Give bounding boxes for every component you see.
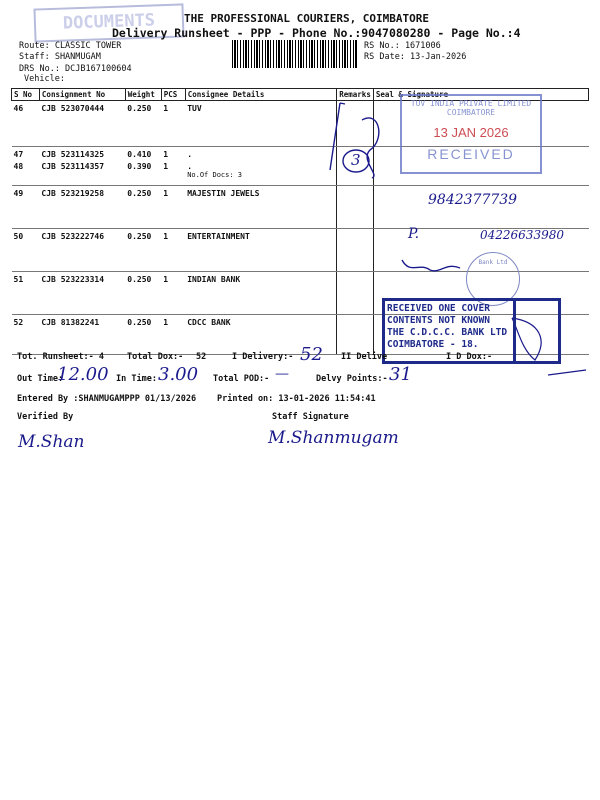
- verified-by-label: Verified By: [17, 412, 74, 422]
- docs-count: No.Of Docs: 3: [187, 171, 242, 179]
- delvy-points-label: Delvy Points:-: [316, 374, 388, 384]
- cell-consignee: .: [187, 150, 193, 159]
- cell-consignee: TUV: [185, 101, 337, 147]
- total-pod-hand: —: [275, 366, 289, 382]
- col-seal: Seal & Signature: [373, 89, 588, 101]
- cell-consignee: CDCC BANK: [185, 314, 337, 354]
- cell-pcs: 1: [161, 314, 185, 354]
- route: Route: CLASSIC TOWER: [19, 41, 122, 51]
- col-sno: S No: [12, 89, 40, 101]
- count-circle-number: 3: [351, 151, 361, 169]
- consignee-name: .: [187, 162, 193, 171]
- staff: Staff: SHANMUGAM: [19, 52, 101, 62]
- company-name: THE PROFESSIONAL COURIERS, COIMBATORE: [184, 12, 430, 25]
- cell-sno: 50: [12, 228, 40, 271]
- in-time-hand: 3.00: [158, 364, 199, 385]
- bank-stamp-line: COIMBATORE - 18.: [387, 339, 479, 350]
- cell-sno: 49: [12, 185, 40, 228]
- total-dox-label: Total Dox:-: [127, 352, 184, 362]
- cell-consignment: CJB 523070444: [39, 101, 125, 147]
- drs-number: DRS No.: DCJB167100604: [19, 64, 132, 74]
- tuv-stamp-line: COIMBATORE: [446, 108, 496, 117]
- runsheet-title: Delivery Runsheet - PPP - Phone No.:9047080280 - Page No.:4: [112, 26, 521, 40]
- cell-sno: 52: [12, 314, 40, 354]
- cell-weight: 0.250: [125, 271, 161, 314]
- documents-stamp: DOCUMENTS: [33, 3, 184, 42]
- cell-weight: 0.410: [127, 150, 152, 159]
- bank-stamp-line: RECEIVED ONE COVER: [387, 303, 490, 314]
- cell-pcs: 1: [161, 185, 185, 228]
- out-time-label: Out Time:: [17, 374, 64, 384]
- cell-consignee: MAJESTIN JEWELS: [185, 185, 337, 228]
- cell-pcs: 1: [161, 228, 185, 271]
- tuv-stamp-line: TUV INDIA PRIVATE LIMITED: [410, 99, 532, 108]
- phone-handwritten-1: 9842377739: [428, 192, 518, 208]
- vehicle: Vehicle:: [24, 74, 65, 84]
- staff-signature: M.Shanmugam: [268, 428, 399, 448]
- rs-number: RS No.: 1671006: [364, 41, 441, 51]
- ii-delivery-label: II Delive: [341, 352, 388, 362]
- col-consignee: Consignee Details: [185, 89, 337, 101]
- delivery-scribble: [402, 260, 460, 271]
- margin-line: [548, 370, 586, 375]
- signature-row50: P.: [408, 226, 420, 242]
- total-dox-value: 52: [196, 352, 207, 362]
- cell-consignment: CJB 523114325: [41, 150, 105, 159]
- col-remarks: Remarks: [337, 89, 374, 101]
- entered-by: Entered By :SHANMUGAMPPP 01/13/2026: [17, 394, 197, 404]
- cell-weight: 0.250: [125, 185, 161, 228]
- cell-sno: 51: [12, 271, 40, 314]
- total-pod-label: Total POD:-: [213, 374, 270, 384]
- tuv-stamp-received: RECEIVED: [427, 146, 515, 162]
- cell-consignment: CJB 81382241: [39, 314, 125, 354]
- cell-weight: 0.250: [125, 101, 161, 147]
- bank-stamp-line: THE C.D.C.C. BANK LTD: [387, 327, 508, 338]
- cell-sno: 48: [12, 159, 40, 185]
- cell-consignment: CJB 523114357: [39, 159, 125, 185]
- cell-pcs: 1: [161, 159, 185, 185]
- bank-stamp-box: [508, 298, 561, 364]
- verified-signature: M.Shan: [18, 432, 85, 452]
- cell-weight: 0.390: [125, 159, 161, 185]
- tuv-stamp-date: 13 JAN 2026: [433, 125, 509, 140]
- cell-sno: 46: [12, 101, 40, 147]
- id-dox-label: I D Dox:-: [446, 352, 493, 362]
- delvy-points-hand: 31: [389, 364, 412, 385]
- in-time-label: In Time:: [116, 374, 157, 384]
- col-pcs: PCS: [161, 89, 185, 101]
- bank-round-text: Bank Ltd: [478, 259, 508, 266]
- cell-consignment: CJB 523222746: [39, 228, 125, 271]
- rs-date: RS Date: 13-Jan-2026: [364, 52, 467, 62]
- cell-pcs: 1: [163, 150, 169, 159]
- out-time-hand: 12.00: [57, 364, 109, 385]
- cell-weight: 0.250: [125, 228, 161, 271]
- staff-signature-label: Staff Signature: [272, 412, 349, 422]
- cell-consignment: CJB 523219258: [39, 185, 125, 228]
- i-delivery-label: I Delivery:-: [232, 352, 294, 362]
- cell-pcs: 1: [161, 101, 185, 147]
- col-weight: Weight: [125, 89, 161, 101]
- phone-handwritten-2: 04226633980: [480, 228, 564, 242]
- cell-consignee: ENTERTAINMENT: [185, 228, 337, 271]
- col-consignment: Consignment No: [39, 89, 125, 101]
- cell-pcs: 1: [161, 271, 185, 314]
- cell-consignment: CJB 523223314: [39, 271, 125, 314]
- tot-runsheet: Tot. Runsheet:- 4: [17, 352, 104, 362]
- cell-consignee: INDIAN BANK: [185, 271, 337, 314]
- cell-weight: 0.250: [125, 314, 161, 354]
- bank-stamp-line: CONTENTS NOT KNOWN: [387, 315, 490, 326]
- printed-on: Printed on: 13-01-2026 11:54:41: [217, 394, 376, 404]
- cell-sno: 47: [13, 150, 24, 159]
- i-delivery-hand: 52: [300, 344, 323, 365]
